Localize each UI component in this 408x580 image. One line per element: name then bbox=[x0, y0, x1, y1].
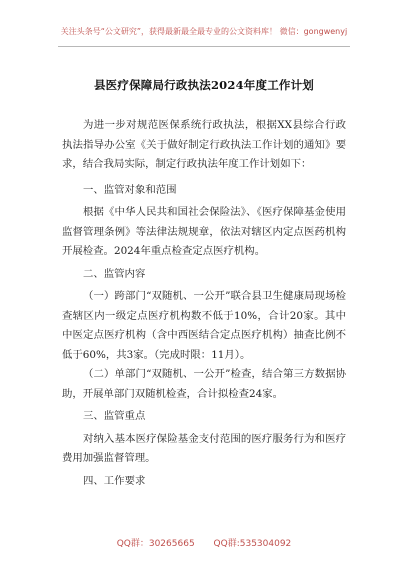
document-title: 县医疗保障局行政执法2024年度工作计划 bbox=[93, 78, 314, 92]
footer-qq-group-1: QQ群：30265665 bbox=[116, 539, 195, 549]
header-divider bbox=[58, 46, 350, 47]
section-heading-4: 四、工作要求 bbox=[83, 474, 146, 487]
footer-contact bbox=[0, 536, 408, 549]
section-item-2-1: （一）跨部门“双随机、一公开”联合县卫生健康局现场检查辖区内一级定点医疗机构数不低于10%，合计20家。其中中医定点医疗机构（含中西医结合定点医疗机构）抽查比例不低于60%，共3家。（完成时限：11月）。 bbox=[62, 290, 346, 361]
footer-qq-group-2: QQ群:535304092 bbox=[213, 539, 292, 549]
section-body-1: 根据《中华人民共和国社会保险法》、《医疗保障基金使用监督管理条例》等法律法规规章，依法对辖区内定点医药机构开展检查。2024年重点检查定点医疗机构。 bbox=[62, 206, 346, 257]
section-heading-1: 一、监管对象和范围 bbox=[83, 183, 177, 196]
header-notice: 关注头条号“公文研究”，获得最新最全最专业的公文资料库！ 微信：gongwenyj bbox=[60, 27, 348, 36]
document-body bbox=[62, 116, 346, 494]
section-item-2-2: （二）单部门“双随机、一公开”检查，结合第三方数据协助，开展单部门双随机检查，合计拟检查24家。 bbox=[62, 368, 346, 400]
section-heading-3: 三、监管重点 bbox=[83, 410, 146, 422]
section-body-3: 对纳入基本医疗保险基金支付范围的医疗服务行为和医疗费用加强监督管理。 bbox=[62, 432, 346, 464]
intro-paragraph: 为进一步对规范医保系统行政执法，根据XX县综合行政执法指导办公室《关于做好制定行政执法工作计划的通知》要求，结合我局实际，制定行政执法年度工作计划如下： bbox=[62, 119, 346, 170]
section-heading-2: 二、监管内容 bbox=[83, 267, 146, 280]
